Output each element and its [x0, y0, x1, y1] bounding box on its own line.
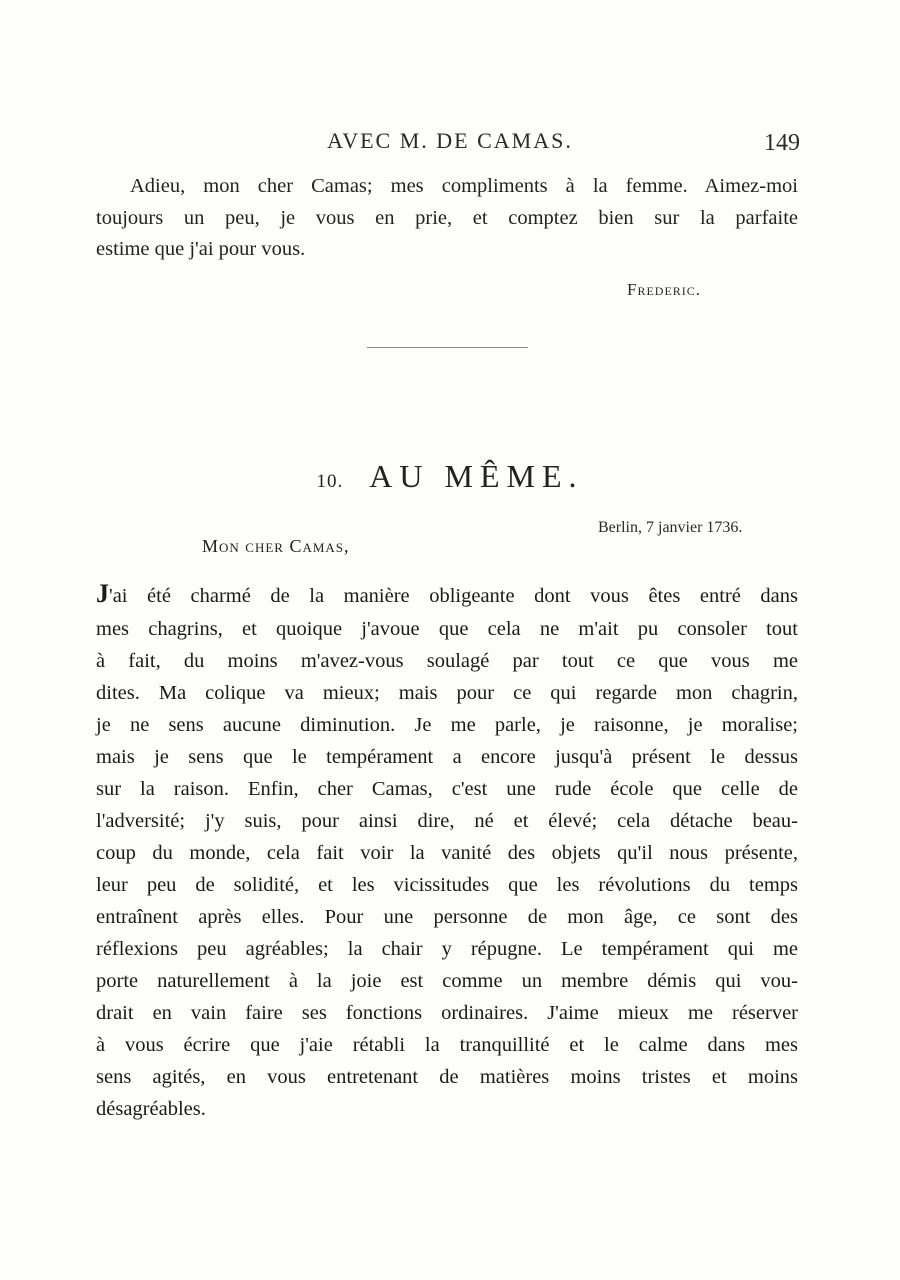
text-line: l'adversité; j'y suis, pour ainsi dire, né et élevé; cela détache beau- [96, 810, 798, 832]
text-line: réflexions peu agréables; la chair y répugne. Le tempérament qui me [96, 938, 798, 960]
signature: Frederic. [627, 280, 702, 299]
text-line: sur la raison. Enfin, cher Camas, c'est une rude école que celle de [96, 778, 798, 800]
dateline: Berlin, 7 janvier 1736. [598, 519, 743, 536]
text-line: mes chagrins, et quoique j'avoue que cela ne m'ait pu consoler tout [96, 618, 798, 640]
letter-title: AU MÊME. [369, 458, 584, 494]
text-line: toujours un peu, je vous en prie, et comptez bien sur la parfaite [96, 207, 798, 229]
text-line: drait en vain faire ses fonctions ordinaires. J'aime mieux me réserver [96, 1002, 798, 1024]
text-line: à vous écrire que j'aie rétabli la tranquillité et le calme dans mes [96, 1034, 798, 1056]
text-line: je ne sens aucune diminution. Je me parle, je raisonne, je moralise; [96, 714, 798, 736]
text-line: estime que j'ai pour vous. [96, 238, 306, 260]
salutation: Mon cher Camas, [202, 536, 350, 556]
text-line [96, 581, 798, 611]
text-line: dites. Ma colique va mieux; mais pour ce qui regarde mon chagrin, [96, 682, 798, 704]
section-divider [367, 347, 528, 348]
first-line-text: 'ai été charmé de la manière obligeante dont vous êtes entré dans [109, 585, 798, 607]
drop-cap: J [96, 579, 109, 608]
text-line: entraînent après elles. Pour une personne de mon âge, ce sont des [96, 906, 798, 928]
letter-heading [0, 458, 900, 495]
text-line: désagréables. [96, 1098, 206, 1120]
text-line: porte naturellement à la joie est comme un membre démis qui vou- [96, 970, 798, 992]
text-line: mais je sens que le tempérament a encore jusqu'à présent le dessus [96, 746, 798, 768]
text-line: coup du monde, cela fait voir la vanité des objets qu'il nous présente, [96, 842, 798, 864]
text-line: à fait, du moins m'avez-vous soulagé par tout ce que vous me [96, 650, 798, 672]
text-line: sens agités, en vous entretenant de matières moins tristes et moins [96, 1066, 798, 1088]
page-number: 149 [764, 130, 800, 156]
text-line: Adieu, mon cher Camas; mes compliments à la femme. Aimez-moi [130, 175, 798, 197]
letter-number: 10. [316, 471, 344, 492]
text-line: leur peu de solidité, et les vicissitudes que les révolutions du temps [96, 874, 798, 896]
running-head: AVEC M. DE CAMAS. [327, 128, 573, 153]
